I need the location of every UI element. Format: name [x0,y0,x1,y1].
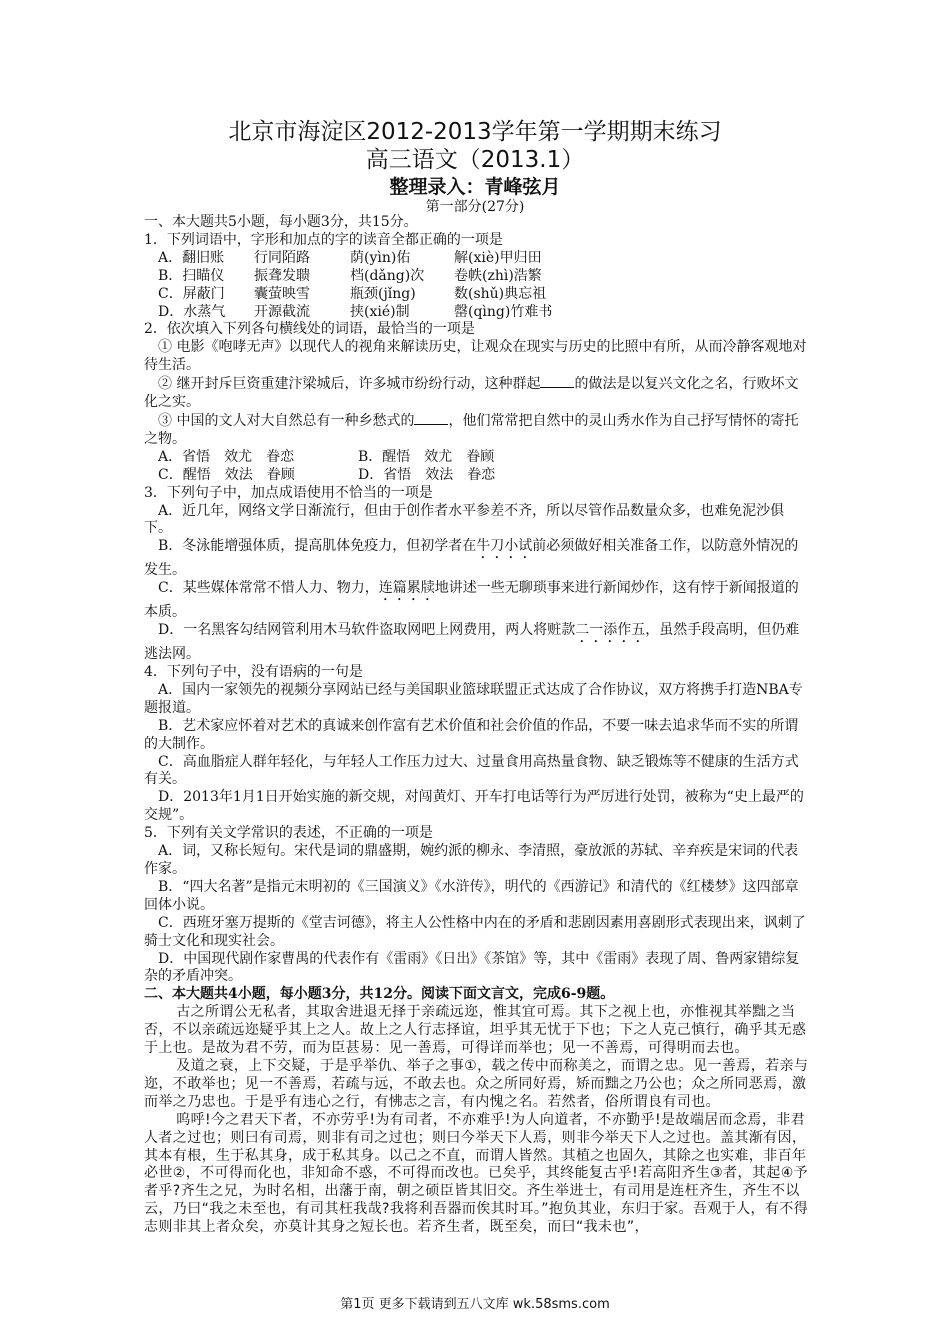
q5-option-b: B．“四大名著”是指元末明初的《三国演义》《水浒传》，明代的《西游记》和清代的《红楼梦》这四部章回体小说。 [144,878,799,913]
q2-stem: 2．依次填入下列各句横线处的词语，最恰当的一项是 [144,321,475,338]
q3-option-d: D．一名黑客勾结网管利用木马软件盗取网吧上网费用，两人将赃款二一添作五，虽然手段高明，但仍难逃法网。 [144,622,800,663]
classical-paragraph-1: 古之所谓公无私者，其取舍进退无择于亲疏远迩，惟其宜可焉。其下之视上也，亦惟视其举黜之当否，不以亲疏远迩疑乎其上之人。故上之人行志择谊，坦乎其无忧于下也；下之人克己慎行，确乎其无惑于上也。是故为君不劳，而为臣甚易：见一善焉，可得详而举也；见一不善焉，可得明而去也。 [144,1004,807,1057]
q2-sentence-3: ③ 中国的文人对大自然总有一种乡愁式的 ，他们常常把自然中的灵山秀水作为自己抒写情怀的寄托之物。 [144,412,799,447]
q5-stem: 5．下列有关文学常识的表述，不正确的一项是 [144,825,433,842]
exam-title: 北京市海淀区2012-2013学年第一学期期末练习 [228,119,722,145]
q1-option-b: B．扫瞄仪 振聋发聩 档(dǎng)次 卷帙(zhì)浩繁 [158,267,542,284]
q4-option-d: D．2013年1月1日开始实施的新交规，对闯黄灯、开车打电话等行为严厉进行处罚，被称为“史上最严的交规”。 [144,789,804,824]
q1-stem: 1．下列词语中，字形和加点的字的读音全都正确的一项是 [144,231,503,248]
q2-sentence-2: ② 继开封斥巨资重建汴梁城后，许多城市纷纷行动，这种群起 的做法是以复兴文化之名，行败坏文化之实。 [144,376,799,411]
q1-option-d: D．水蒸气 开源截流 挟(xié)制 罄(qìng)竹难书 [158,303,553,320]
part-heading: 第一部分(27分) [425,199,525,215]
q3-option-b: B．冬泳能增强体质，提高肌体免疫力，但初学者在牛刀小试前必须做好相关准备工作，以防意外情况的发生。 [144,538,799,579]
page-footer: 第1页 更多下载请到五八文库 wk.58sms.com [340,1297,610,1312]
q5-option-a: A．词，又称长短句。宋代是词的鼎盛期，婉约派的柳永、李清照，豪放派的苏轼、辛弃疾是宋词的代表作家。 [144,843,799,877]
q4-option-a: A．国内一家领先的视频分享网站已经与美国职业篮球联盟正式达成了合作协议，双方将携手打造NBA专题报道。 [144,681,803,716]
compiler-line: 整理录入：青峰弦月 [389,176,561,198]
q1-option-a: A．翻旧账 行同陌路 荫(yìn)佑 解(xiè)甲归田 [158,249,542,266]
classical-paragraph-2: 及道之衰，上下交疑，于是乎举仇、举子之事①，载之传中而称美之，而谓之忠。见一善焉，若亲与迩，不敢举也；见一不善焉，若疏与远，不敢去也。众之所同好焉，矫而黜之乃公也；众之所同恶焉，激而举之乃忠也。于是乎有违心之行，有怫志之言，有内愧之名。若然者，俗所谓良有司也。 [144,1057,809,1110]
q2-sentence-1: ① 电影《咆哮无声》以现代人的视角来解读历史，让观众在现实与历史的比照中有所，从而冷静客观地对待生活。 [144,339,807,374]
q3-stem: 3．下列句子中，加点成语使用不恰当的一项是 [144,484,433,501]
exam-subtitle: 高三语文（2013.1） [365,147,585,173]
q2-options-row2: C．醒悟 效法 眷顾 D．省悟 效法 眷恋 [158,466,496,483]
classical-paragraph-3: 呜呼!今之君天下者，不亦劳乎!为有司者，不亦难乎!为人向道者，不亦勤乎!是故端居而念焉，非君人者之过也；则曰有司焉，则非有司之过也；则曰今举天下人焉，则非今举天下人之过也。盖其渐有因，其本有根，生于私其身，成于私其身。以己之不直，而谓人皆然。其植之也固久，其除之也实难，非百年必世②，不可得而化也，非知命不惑，不可得而改也。已矣乎，其终能复古乎!若高阳齐生③者，其起④予者乎?齐生之兄，为时名相，出藩于南，朝之硕臣皆其旧交。齐生举进士，有司用是连枉齐生，齐生不以云，乃曰“我之未至也，有司其枉我哉?我将利吾器而俟其时耳。”抱负其业，东归于家。吾观于人，有不得志则非其上者众矣，亦莫计其身之短长也。若齐生者，既至矣，而曰“我未也”， [144,1111,809,1236]
fill-blank [414,412,448,425]
section1-heading: 一、本大题共5小题，每小题3分，共15分。 [144,214,418,230]
q3-option-c: C．某些媒体常常不惜人力、物力，连篇累牍地讲述一些无聊琐事来进行新闻炒作，这有悖于新闻报道的本质。 [144,580,799,621]
q3-option-a: A．近几年，网络文学日渐流行，但由于创作者水平参差不齐，所以尽管作品数量众多，也难免泥沙俱下。 [144,502,785,537]
q2-options-row1: A．省悟 效尤 眷恋 B．醒悟 效尤 眷顾 [158,448,495,465]
q4-option-b: B．艺术家应怀着对艺术的真诚来创作富有艺术价值和社会价值的作品，不要一味去追求华而不实的所谓的大制作。 [144,717,799,752]
q5-option-c: C．西班牙塞万提斯的《堂吉诃德》，将主人公性格中内在的矛盾和悲剧因素用喜剧形式表现出来，讽刺了骑士文化和现实社会。 [144,914,806,949]
q1-option-c: C．屏蔽门 囊萤映雪 瓶颈(jǐng) 数(shǔ)典忘祖 [158,285,547,302]
q5-option-d: D．中国现代剧作家曹禺的代表作有《雷雨》《日出》《茶馆》等，其中《雷雨》表现了周、鲁两家错综复杂的矛盾冲突。 [144,950,800,985]
fill-blank [540,375,574,388]
section2-heading: 二、本大题共4小题，每小题3分，共12分。阅读下面文言文，完成6-9题。 [144,986,615,1003]
q4-stem: 4．下列句子中，没有语病的一句是 [144,664,363,681]
q4-option-c: C．高血脂症人群年轻化，与年轻人工作压力过大、过量食用高热量食物、缺乏锻炼等不健康的生活方式有关。 [144,753,799,788]
exam-body [144,214,810,1237]
